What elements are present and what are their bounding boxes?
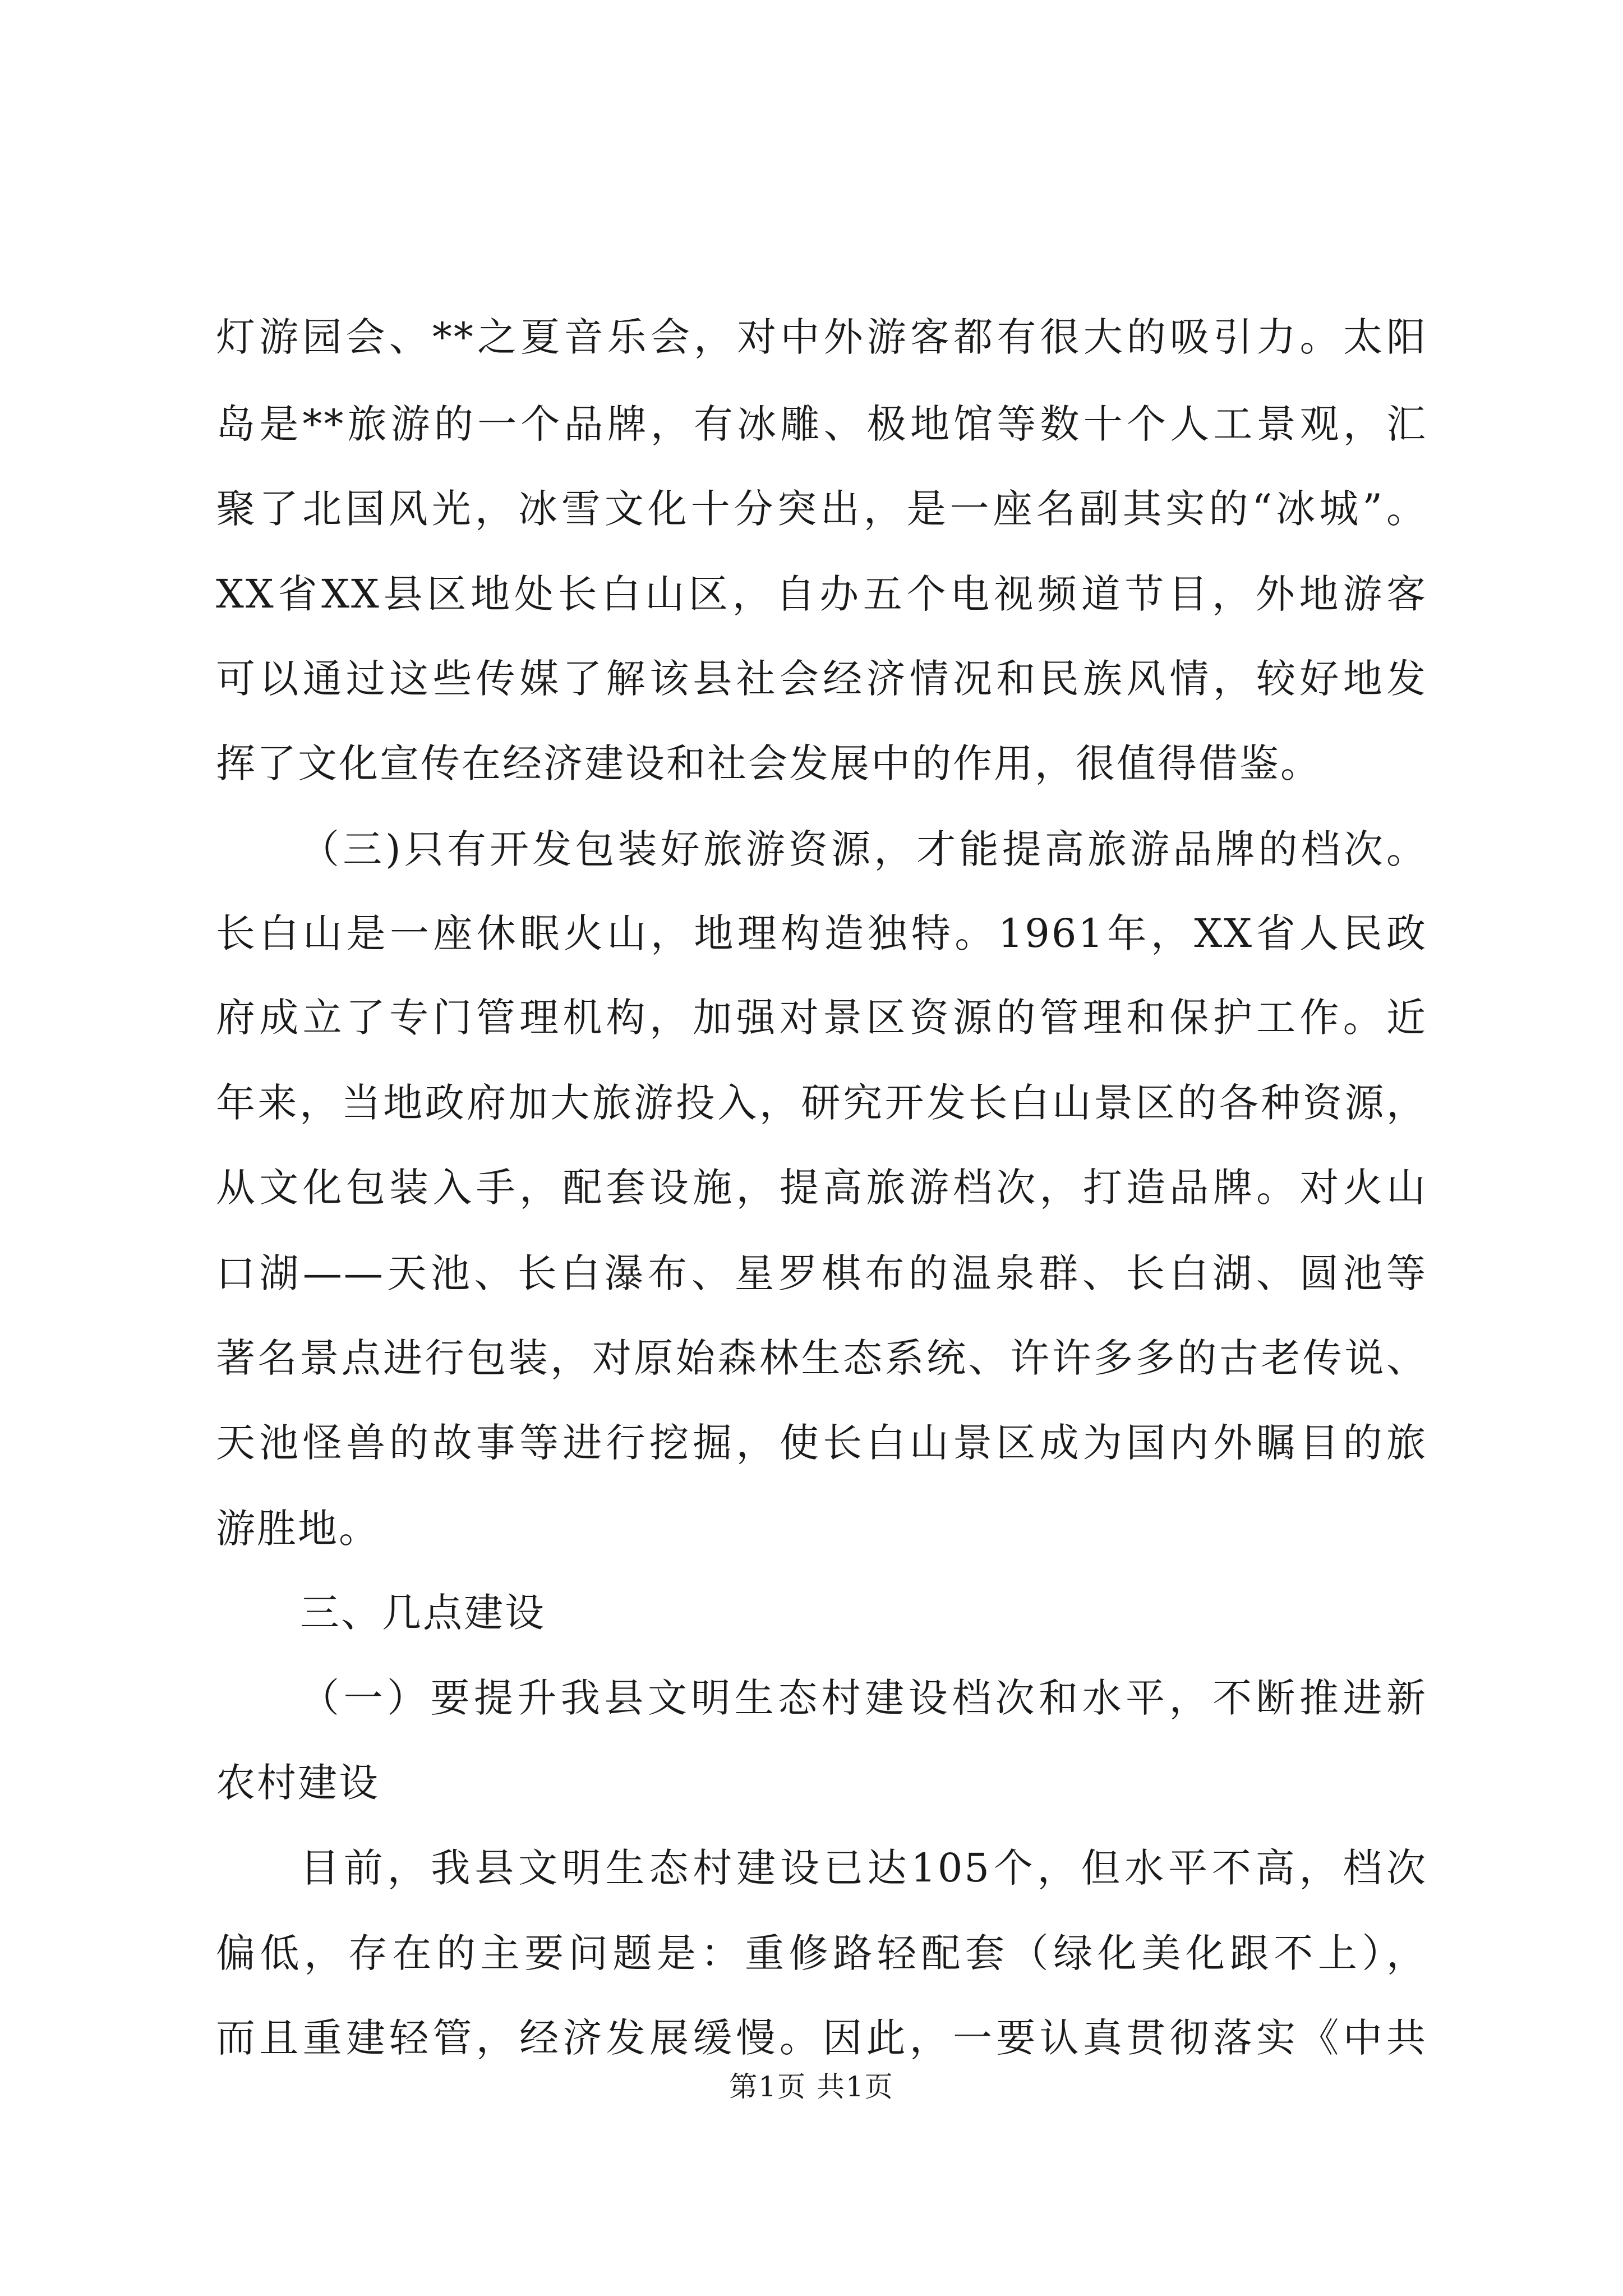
text-line: 口湖——天池、长白瀑布、星罗棋布的温泉群、长白湖、圆池等 — [216, 1250, 1427, 1296]
text-line: 游胜地。 — [216, 1506, 380, 1552]
page-footer: 第1页 共1页 — [729, 2070, 894, 2103]
text-line: 著名景点进行包装，对原始森林生态系统、许许多多的古老传说、 — [216, 1335, 1427, 1381]
text-line: 挥了文化宣传在经济建设和社会发展中的作用，很值得借鉴。 — [216, 740, 1321, 786]
text-line: 目前，我县文明生态村建设已达105个，但水平不高，档次 — [300, 1845, 1427, 1891]
text-line: 农村建设 — [216, 1760, 380, 1806]
text-line: 聚了北国风光，冰雪文化十分突出，是一座名副其实的“冰城”。 — [216, 486, 1427, 532]
text-line: 可以通过这些传媒了解该县社会经济情况和民族风情，较好地发 — [216, 656, 1427, 702]
section-heading: （三)只有开发包装好旅游资源，才能提高旅游品牌的档次。 — [300, 826, 1427, 872]
text-line: XX省XX县区地处长白山区，自办五个电视频道节目，外地游客 — [216, 571, 1427, 617]
subsection-heading: （一）要提升我县文明生态村建设档次和水平，不断推进新 — [300, 1675, 1427, 1721]
text-line: 长白山是一座休眠火山，地理构造独特。1961年，XX省人民政 — [216, 910, 1427, 956]
text-line: 府成立了专门管理机构，加强对景区资源的管理和保护工作。近 — [216, 995, 1427, 1041]
text-line: 岛是**旅游的一个品牌，有冰雕、极地馆等数十个人工景观，汇 — [216, 401, 1427, 447]
text-line: 天池怪兽的故事等进行挖掘，使长白山景区成为国内外瞩目的旅 — [216, 1420, 1427, 1466]
text-line: 从文化包装入手，配套设施，提高旅游档次，打造品牌。对火山 — [216, 1165, 1427, 1211]
text-line: 灯游园会、**之夏音乐会，对中外游客都有很大的吸引力。太阳 — [216, 314, 1427, 360]
text-line: 年来，当地政府加大旅游投入，研究开发长白山景区的各种资源， — [216, 1080, 1427, 1126]
text-line: 而且重建轻管，经济发展缓慢。因此，一要认真贯彻落实《中共 — [216, 2015, 1427, 2061]
section-heading: 三、几点建设 — [300, 1590, 546, 1636]
text-line: 偏低，存在的主要问题是：重修路轻配套（绿化美化跟不上）， — [216, 1930, 1427, 1976]
